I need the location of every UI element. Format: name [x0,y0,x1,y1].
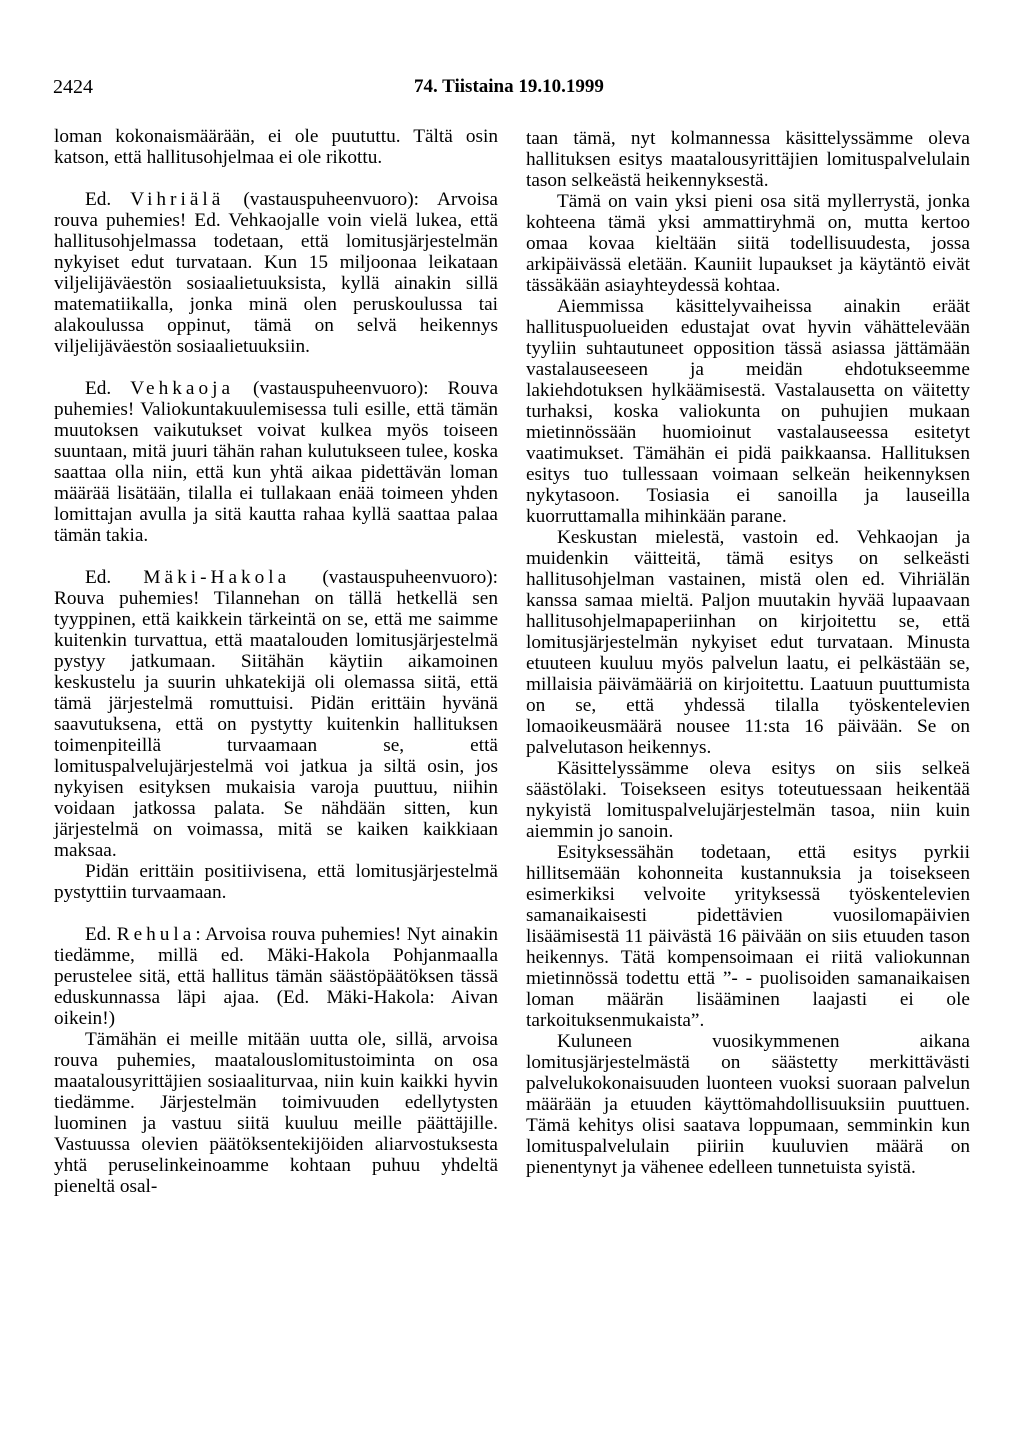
paragraph: taan tämä, nyt kolmannessa käsittelyssämme oleva hallituksen esitys maatalousyrittäjien lomituspalvelulain tason selkeästä heikennyksestä. [526,128,970,191]
paragraph: loman kokonaismäärään, ei ole puututtu. Tältä osin katson, että hallitusohjelmaa ei ole rikottu. [54,126,498,168]
speech-text: (vastauspuheenvuoro): Arvoisa rouva puhemies! Ed. Vehkaojalle voin vielä lukea, että hallitusohjelmassa todetaan, että lomitusjärjestelmän nykyiset edut turvataan. Kun 15 miljoonaa leikataan viljelijäväestön sosiaalietuuksista, kyllä ainakin sillä matematiikalla, jonka minä olen peruskoulussa tai alakoulussa oppinut, tämä on selvä heikennys viljelijäväestön sosiaalietuuksiin. [54,189,498,357]
speech-paragraph [54,924,498,1029]
paragraph: Esityksessähän todetaan, että esitys pyrkii hillitsemään kohonneita kustannuksia ja toisekseen esimerkiksi velvoite yrityksessä työskentelevien samanaikaisesti pidettävien vuosilomapäivien lisäämisestä 11 päivästä 16 päivään on siis etuuden tason heikennys. Tätä kompensoimaan ei riitä valiokunnan mietinnössä todettu että ”- - puolisoiden samanaikaisen loman määrän lisääminen laajasti ei ole tarkoituksenmukaista”. [526,842,970,1031]
speech-text: : Arvoisa rouva puhemies! Nyt ainakin tiedämme, millä ed. Mäki-Hakola Pohjanmaalla perustelee sitä, että hallitus tämän säästöpäätöksen tässä eduskunnassa läpi ajaa. (Ed. Mäki-Hakola: Aivan oikein!) [54,924,498,1029]
speech-paragraph [54,378,498,546]
speaker-name: Rehula [116,924,196,945]
speaker-name: Vihriälä [130,189,225,210]
paragraph: Tämähän ei meille mitään uutta ole, sillä, arvoisa rouva puhemies, maatalouslomitustoiminta on osa maatalousyrittäjien sosiaaliturvaa, niin kuin kaikki hyvin tiedämme. Järjestelmän toimivuuden edellytysten luominen ja vastuu siitä kuuluu meille päättäjille. Vastuussa olevien päätöksentekijöiden aliarvostuksesta yhtä peruselinkeinoamme kohtaan puhuu yhdeltä pieneltä osal- [54,1029,498,1197]
running-head: 74. Tiistaina 19.10.1999 [414,76,604,97]
speaker-name: Mäki-Hakola [143,567,291,588]
speaker-name: Vehkaoja [130,378,235,399]
speaker-prefix: Ed. [85,189,112,210]
speech-paragraph [54,189,498,357]
page-number: 2424 [53,76,93,98]
speech-paragraph [54,567,498,861]
left-column [54,126,498,1197]
speaker-prefix: Ed. [85,567,112,588]
paragraph: Tämä on vain yksi pieni osa sitä myllerrystä, jonka kohteena tämä yksi ammattiryhmä on, mutta kertoo omaa kovaa kieltään siitä todellisuudesta, jossa arkipäivässä eletään. Kauniit lupaukset ja käytäntö eivät tässäkään asiayhteydessä kohtaa. [526,191,970,296]
paragraph: Aiemmissa käsittelyvaiheissa ainakin eräät hallituspuolueiden edustajat ovat hyvin vähättelevään tyyliin suhtautuneet opposition tässä asiassa jättämään vastalauseeseen ja meidän ehdotukseemme lakiehdotuksen hylkäämisestä. Vastalausetta on väitetty turhaksi, koska valiokunta on puhujien mukaan mietinnössään huomioinut vastalauseessa esitetyt vaatimukset. Tämähän ei pidä paikkaansa. Hallituksen esitys tuo tullessaan voimaan selkeän heikennyksen nykytasoon. Tosiasia ei sanoilla ja lauseilla kuorruttamalla mihinkään parane. [526,296,970,527]
speech-text: (vastauspuheenvuoro): Rouva puhemies! Tilannehan on tällä hetkellä sen tyyppinen, että kaikkein tärkeintä on se, että me saimme kuitenkin turvattua, että maatalouden lomitusjärjestelmä pystyy jatkumaan. Siitähän käytiin aikamoinen keskustelu ja suurin uhkatekijä oli olemassa siitä, että tämä järjestelmä romuttuisi. Pidän erittäin hyvänä saavutuksena, että on pystytty kuitenkin hallituksen toimenpiteillä turvaamaan se, että lomituspalvelujärjestelmä voi jatkua ja siltä osin, jos nykyisen esityksen mukaisia varoja puuttuu, niihin voidaan jatkossa palata. Se nähdään sitten, kun järjestelmä on voimassa, mitä se kaiken kaikkiaan maksaa. [54,567,498,861]
speaker-prefix: Ed. [85,924,112,945]
paragraph: Pidän erittäin positiivisena, että lomitusjärjestelmä pystyttiin turvaamaan. [54,861,498,903]
right-column [526,128,970,1178]
paragraph: Käsittelyssämme oleva esitys on siis selkeä säästölaki. Toisekseen esitys toteutuessaan heikentää nykyistä lomituspalvelujärjestelmän tasoa, niin kuin aiemmin jo sanoin. [526,758,970,842]
speaker-prefix: Ed. [85,378,112,399]
speech-text: (vastauspuheenvuoro): Rouva puhemies! Valiokuntakuulemisessa tuli esille, että tämän muutoksen vaikutukset voivat kulkea myös toiseen suuntaan, mitä juuri tähän rahan kulutukseen tulee, koska saattaa olla niin, että kun yhtä aikaa pidettävän loman määrää lisätään, tilalla ei tullakaan enää toimeen yhden lomittajan avulla ja sitä kautta rahaa kyllä saattaa palaa tämän takia. [54,378,498,546]
paragraph: Keskustan mielestä, vastoin ed. Vehkaojan ja muidenkin väitteitä, tämä esitys on selkeästi hallitusohjelman vastainen, mistä olen ed. Vihriälän kanssa samaa mieltä. Paljon muutakin hyvää lupaavaan hallitusohjelmapaperiinhan on kirjoitettu se, että lomitusjärjestelmän nykyiset edut turvataan. Minusta etuuteen kuuluu myös palvelun laatu, ei pelkästään se, millaisia päivämääriä on kirjoitettu. Laatuun puuttumista on se, että yhdessä tilalla työskentelevien lomaoikeusmäärä nousee 11:sta 16 päivään. Se on palvelutason heikennys. [526,527,970,758]
paragraph: Kuluneen vuosikymmenen aikana lomitusjärjestelmästä on säästetty merkittävästi palvelukokonaisuuden luonteen vuoksi suoraan palvelun määrään ja etuuden käyttömahdollisuuksiin puuttuen. Tämä kehitys olisi saatava loppumaan, semminkin kun lomituspalvelulain piiriin kuuluvien määrä on pienentynyt ja vähenee edelleen tunnetuista syistä. [526,1031,970,1178]
